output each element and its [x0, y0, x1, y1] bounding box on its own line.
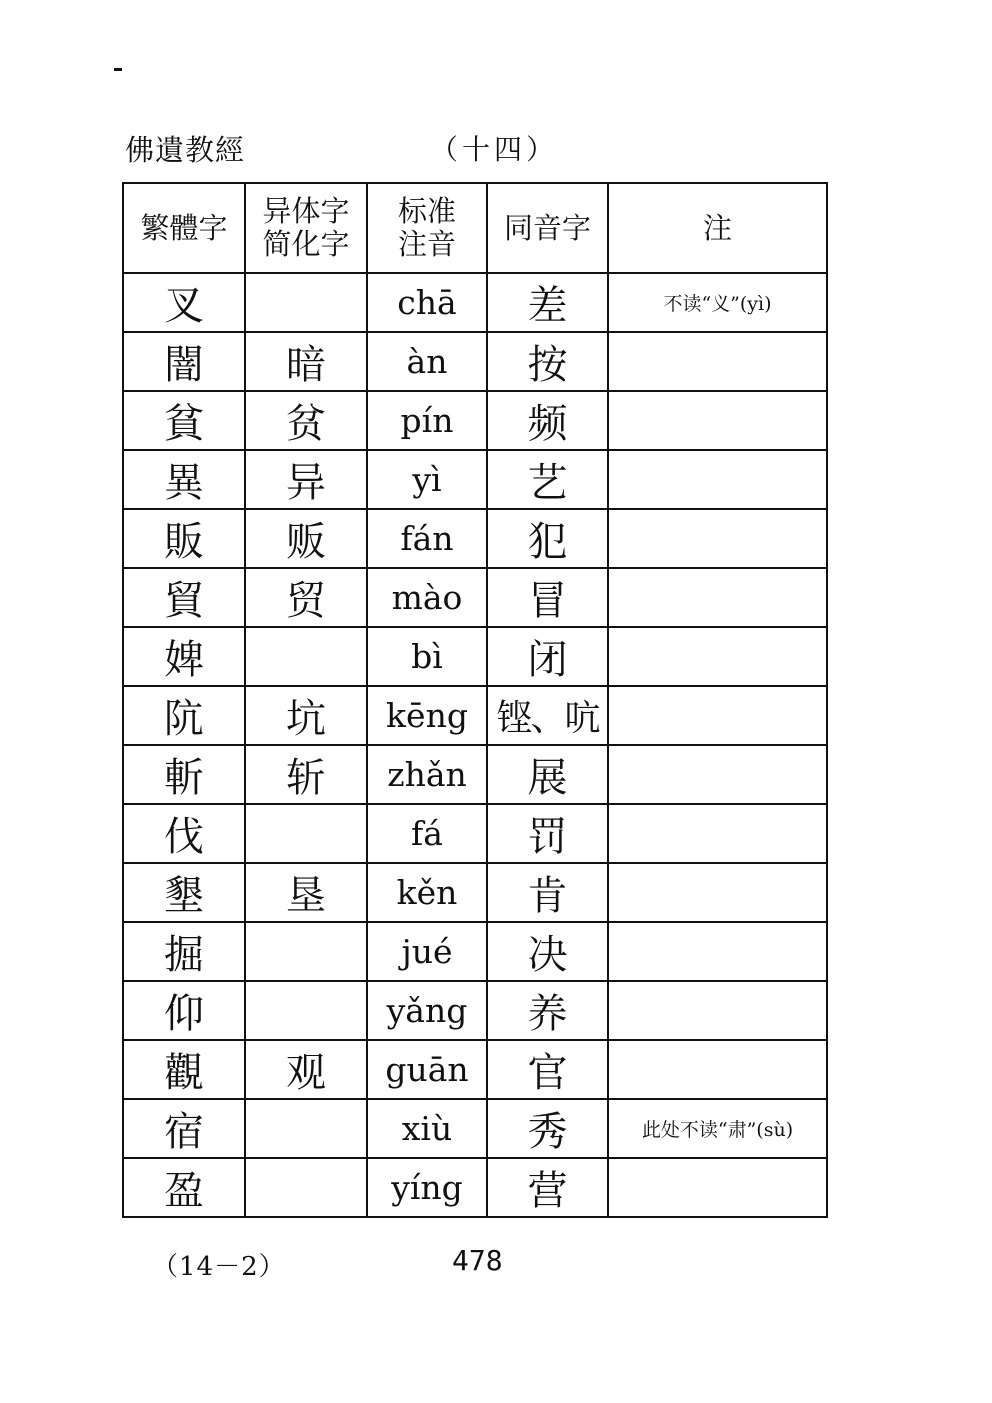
note	[608, 332, 827, 391]
pinyin: fá	[367, 804, 487, 863]
traditional-char: 掘	[123, 922, 245, 981]
traditional-char: 阬	[123, 686, 245, 745]
variant-char	[245, 627, 367, 686]
homophone: 犯	[487, 509, 608, 568]
table-row	[123, 509, 827, 568]
table-row	[123, 863, 827, 922]
pinyin: chā	[367, 273, 487, 332]
table-row	[123, 568, 827, 627]
traditional-char: 闇	[123, 332, 245, 391]
table-row	[123, 1040, 827, 1099]
page-code: （14－2）	[152, 1252, 286, 1282]
homophone: 官	[487, 1040, 608, 1099]
table-row	[123, 1158, 827, 1217]
traditional-char: 貧	[123, 391, 245, 450]
pinyin: mào	[367, 568, 487, 627]
homophone: 差	[487, 273, 608, 332]
variant-char	[245, 1158, 367, 1217]
pinyin: yǎng	[367, 981, 487, 1040]
pinyin: xiù	[367, 1099, 487, 1158]
header-traditional: 繁體字	[123, 183, 245, 273]
homophone: 决	[487, 922, 608, 981]
homophone: 展	[487, 745, 608, 804]
traditional-char: 斬	[123, 745, 245, 804]
homophone: 肯	[487, 863, 608, 922]
table-row	[123, 273, 827, 332]
note	[608, 627, 827, 686]
traditional-char: 販	[123, 509, 245, 568]
variant-char: 观	[245, 1040, 367, 1099]
homophone: 按	[487, 332, 608, 391]
homophone: 罚	[487, 804, 608, 863]
variant-char	[245, 804, 367, 863]
page-number: 478	[452, 1244, 503, 1277]
header-variant: 异体字 简化字	[245, 183, 367, 273]
pinyin: zhǎn	[367, 745, 487, 804]
pinyin: fán	[367, 509, 487, 568]
note	[608, 863, 827, 922]
pinyin: bì	[367, 627, 487, 686]
variant-char	[245, 273, 367, 332]
note	[608, 391, 827, 450]
traditional-char: 墾	[123, 863, 245, 922]
homophone: 养	[487, 981, 608, 1040]
homophone: 闭	[487, 627, 608, 686]
homophone: 冒	[487, 568, 608, 627]
note	[608, 450, 827, 509]
pinyin: guān	[367, 1040, 487, 1099]
traditional-char: 貿	[123, 568, 245, 627]
variant-char: 贫	[245, 391, 367, 450]
header-homophone: 同音字	[487, 183, 608, 273]
variant-char	[245, 1099, 367, 1158]
homophone: 营	[487, 1158, 608, 1217]
table-row	[123, 981, 827, 1040]
variant-char: 暗	[245, 332, 367, 391]
table-row	[123, 745, 827, 804]
pinyin: jué	[367, 922, 487, 981]
homophone: 频	[487, 391, 608, 450]
header-note: 注	[608, 183, 827, 273]
section-number: （十四）	[430, 133, 559, 166]
note	[608, 1158, 827, 1217]
variant-char: 贩	[245, 509, 367, 568]
traditional-char: 婢	[123, 627, 245, 686]
table-row	[123, 450, 827, 509]
variant-char: 坑	[245, 686, 367, 745]
note	[608, 745, 827, 804]
variant-char	[245, 922, 367, 981]
variant-char: 异	[245, 450, 367, 509]
note: 不读“义”(yì)	[608, 273, 827, 332]
pinyin: àn	[367, 332, 487, 391]
traditional-char: 宿	[123, 1099, 245, 1158]
traditional-char: 盈	[123, 1158, 245, 1217]
note	[608, 981, 827, 1040]
scan-mark	[114, 68, 122, 71]
variant-char: 贸	[245, 568, 367, 627]
table-row	[123, 804, 827, 863]
note	[608, 568, 827, 627]
pinyin: yíng	[367, 1158, 487, 1217]
pinyin: kēng	[367, 686, 487, 745]
table-row	[123, 332, 827, 391]
table-row	[123, 627, 827, 686]
note: 此处不读“肃”(sù)	[608, 1099, 827, 1158]
table-header-row	[123, 183, 827, 273]
homophone: 艺	[487, 450, 608, 509]
pronunciation-table	[122, 182, 828, 1218]
table-row	[123, 391, 827, 450]
traditional-char: 觀	[123, 1040, 245, 1099]
note	[608, 804, 827, 863]
traditional-char: 仰	[123, 981, 245, 1040]
table-row	[123, 1099, 827, 1158]
pinyin: kěn	[367, 863, 487, 922]
traditional-char: 異	[123, 450, 245, 509]
table-row	[123, 922, 827, 981]
variant-char	[245, 981, 367, 1040]
variant-char: 斩	[245, 745, 367, 804]
traditional-char: 伐	[123, 804, 245, 863]
homophone: 铿、吭	[487, 686, 608, 745]
header-pinyin: 标准 注音	[367, 183, 487, 273]
traditional-char: 叉	[123, 273, 245, 332]
variant-char: 垦	[245, 863, 367, 922]
note	[608, 509, 827, 568]
homophone: 秀	[487, 1099, 608, 1158]
note	[608, 1040, 827, 1099]
pinyin: pín	[367, 391, 487, 450]
note	[608, 686, 827, 745]
pinyin: yì	[367, 450, 487, 509]
table-row	[123, 686, 827, 745]
note	[608, 922, 827, 981]
document-title: 佛遺教經	[125, 133, 246, 167]
